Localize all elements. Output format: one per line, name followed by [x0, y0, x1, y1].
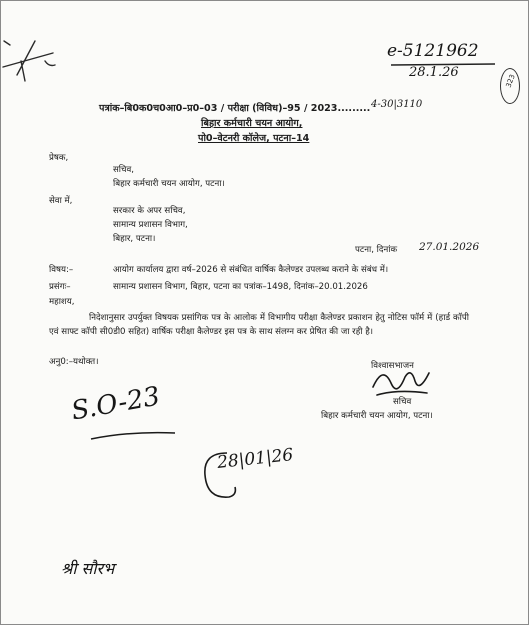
letter-reference: पत्रांक–बि0क0च0आ0–प्र0–03 / परीक्षा (विविध)–95 / 2023.........	[99, 103, 371, 114]
recipient-place: बिहार, पटना।	[113, 234, 156, 244]
annotation-loop	[197, 447, 237, 507]
enclosure-note: अनु0:–यथोक्त।	[49, 357, 99, 367]
organization-address: पो0–वेटनरी कॉलेज, पटना–14	[198, 133, 310, 144]
sender-office: बिहार कर्मचारी चयन आयोग, पटना।	[113, 179, 225, 189]
yours-faithfully: विश्वासभाजन	[371, 361, 414, 371]
body-text: निदेशानुसार उपर्युक्त विषयक प्रसांगिक पत्र के आलोक में विभागीय परीक्षा कैलेण्डर प्रकाशन हेतु नोटिस फॉर्म में (हार्ड कॉपी एवं साफ्ट कॉपी सी0डी0 सहित) वार्षिक परीक्षा कैलेण्डर इस पत्र के साथ संलग्न कर प्रेषित की जा रही है।	[49, 313, 469, 337]
signatory-designation: सचिव	[393, 397, 412, 407]
subject-label: विषय:–	[49, 265, 74, 275]
letter-reference-number: पत्रांक–बि0क0च0आ0–प्र0–03 / परीक्षा (विविध)–95 / 2023	[99, 103, 338, 114]
scribble-mark-icon	[1, 31, 61, 91]
dateline-label: पटना, दिनांक	[355, 245, 398, 255]
handwritten-note-2: 28|01|26	[216, 445, 295, 473]
annotation-underline	[89, 429, 179, 443]
signature-scribble	[369, 367, 439, 401]
reference-label: प्रसंगः–	[49, 282, 71, 292]
handwritten-note-3: श्री सौरभ	[61, 559, 115, 578]
sender-label: प्रेषक,	[49, 153, 69, 163]
sender-designation: सचिव,	[113, 165, 135, 175]
receipt-number: e-5121962	[387, 41, 479, 61]
dateline-date: 27.01.2026	[419, 241, 480, 253]
signatory-office: बिहार कर्मचारी चयन आयोग, पटना।	[321, 411, 433, 421]
handwritten-note-1: S.O-23	[69, 381, 163, 427]
recipient-department: सामान्य प्रशासन विभाग,	[113, 220, 188, 230]
receipt-circle-stamp	[500, 68, 520, 104]
reference-text: सामान्य प्रशासन विभाग, बिहार, पटना का पत्रांक–1498, दिनांक–20.01.2026	[113, 282, 368, 292]
receipt-date: 28.1.26	[409, 65, 459, 80]
letter-reference-handwritten: 4-30|3110	[371, 99, 423, 110]
organization-name: बिहार कर्मचारी चयन आयोग,	[201, 118, 303, 129]
subject-text: आयोग कार्यालय द्वारा वर्ष–2026 से संबंधित वार्षिक कैलेण्डर उपलब्ध कराने के संबंध में।	[113, 265, 389, 275]
body-paragraph	[49, 311, 469, 339]
salutation: महाशय,	[49, 297, 75, 307]
recipient-label: सेवा में,	[49, 196, 73, 206]
recipient-designation: सरकार के अपर सचिव,	[113, 206, 186, 216]
circle-stamp-number: 323	[504, 73, 517, 89]
